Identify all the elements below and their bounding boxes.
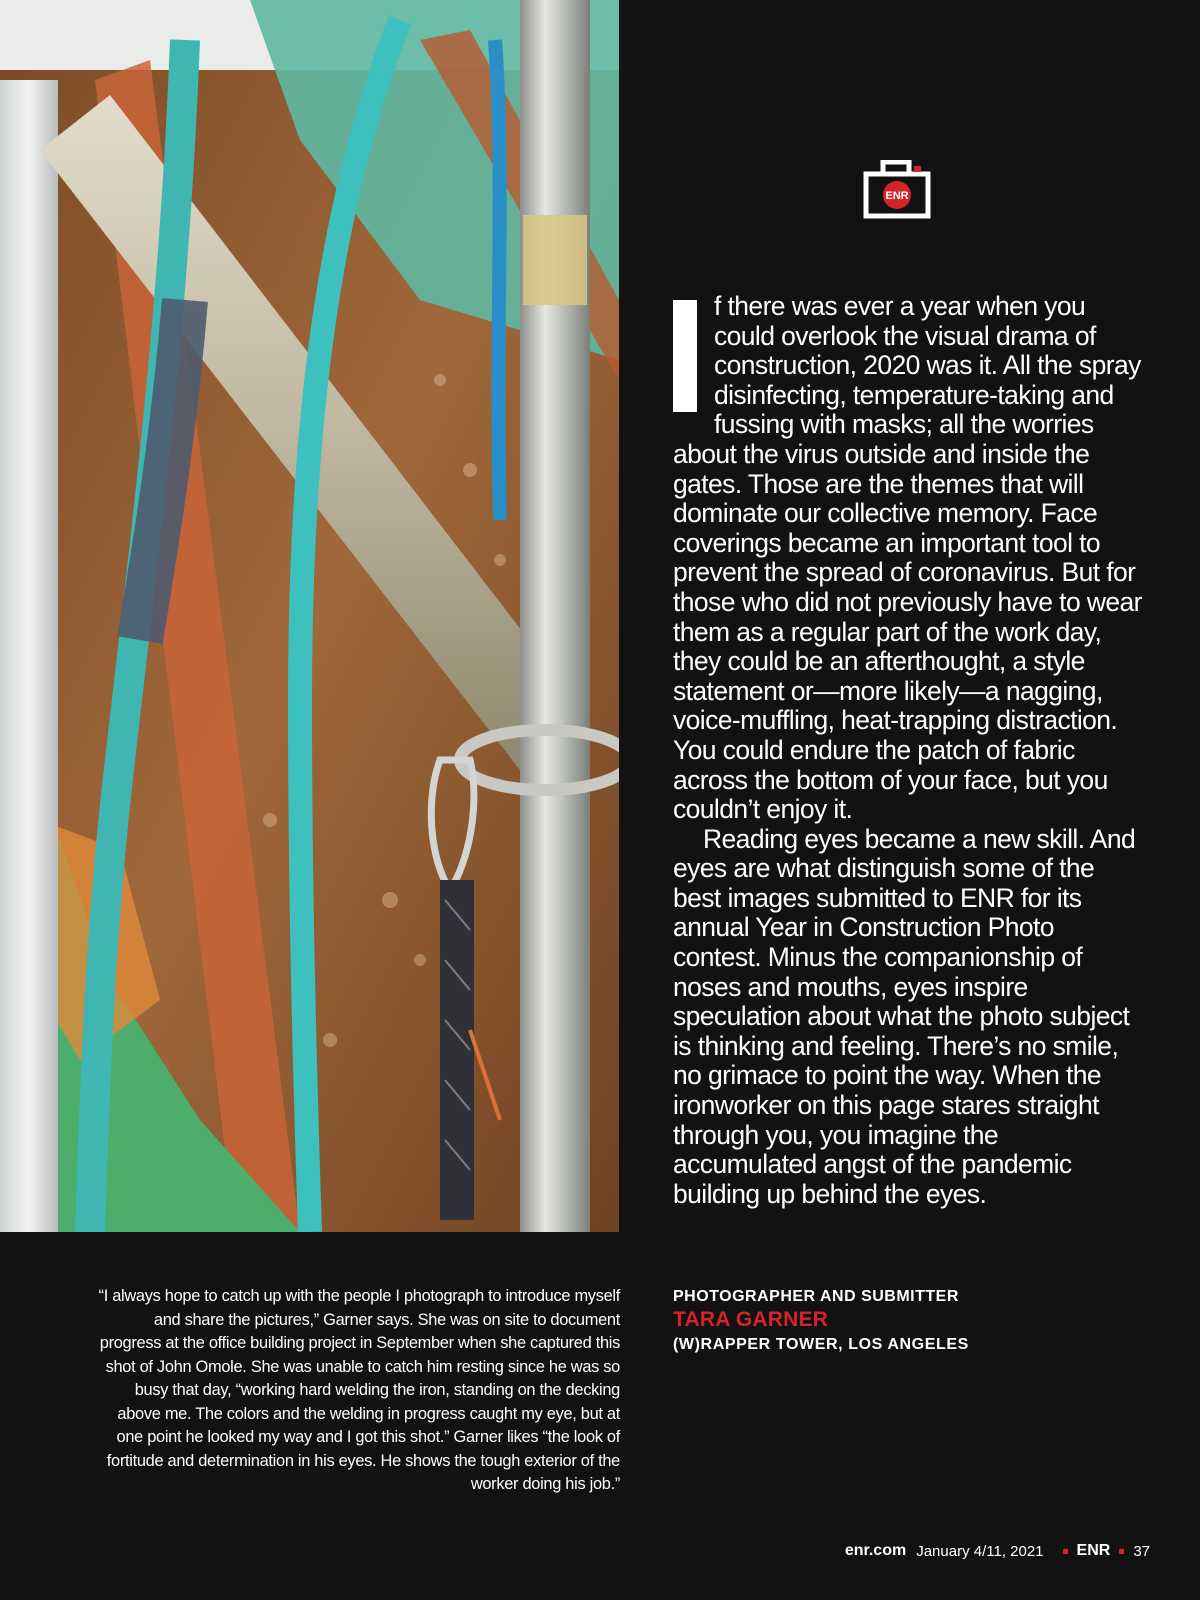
project-name: (W)RAPPER TOWER, LOS ANGELES <box>673 1336 969 1353</box>
article-paragraph-1 <box>673 292 1143 825</box>
footer-date: January 4/11, 2021 <box>916 1542 1044 1560</box>
footer-separator <box>1063 1549 1068 1554</box>
credit-label: PHOTOGRAPHER AND SUBMITTER <box>673 1288 959 1305</box>
footer-separator <box>1119 1549 1124 1554</box>
photo-caption: “I always hope to catch up with the people I photograph to introduce myself and share the pictures,” Garner says. She was on site to document progress at the office building project in September when she captured this shot of John Omole. She was unable to catch him resting since he was so busy that day, “working hard welding the iron, standing on the decking above me. The colors and the welding in progress caught my eye, but at one point he looked my way and I got this shot.” Garner likes “the look of fortitude and determination in his eyes. He shows the tough exterior of the worker doing his job.” <box>98 1287 620 1493</box>
drop-cap <box>673 300 697 412</box>
photographer-name: TARA GARNER <box>673 1308 829 1331</box>
photo-credits <box>673 1287 1153 1355</box>
article-body <box>673 292 1143 1209</box>
page-footer <box>845 1540 1150 1562</box>
camera-icon-label: ENR <box>885 190 909 202</box>
footer-site: enr.com <box>844 1542 907 1559</box>
feature-photo <box>0 0 619 1232</box>
article-paragraph-2: Reading eyes became a new skill. And eyes are what distinguish some of the best images submitted to ENR for its annual Year in Construction Photo contest. Minus the companionship of noses and mouths, eyes inspire speculation about what the photo subject is thinking and feeling. There’s no smile, no grimace to point the way. When the ironworker on this page stares straight through you, you imagine the accumulated angst of the pandemic building up behind the eyes. <box>673 823 1136 1209</box>
footer-brand: ENR <box>1076 1542 1111 1559</box>
camera-icon <box>863 160 931 220</box>
paragraph-1-text: f there was ever a year when you could overlook the visual drama of construction, 2020 was it. All the spray disinfecting, temperature-taking and fussing with masks; all the worries about the virus outside and inside the gates. Those are the themes that will dominate our collective memory. Face coverings became an important tool to prevent the spread of coronavirus. But for those who did not previously have to wear them as a regular part of the work day, they could be an afterthought, a style statement or—more likely—a nagging, voice-muffling, heat-trapping distraction. You could endure the patch of fabric across the bottom of your face, but you couldn’t enjoy it. <box>673 291 1142 825</box>
page-number: 37 <box>1133 1542 1150 1560</box>
